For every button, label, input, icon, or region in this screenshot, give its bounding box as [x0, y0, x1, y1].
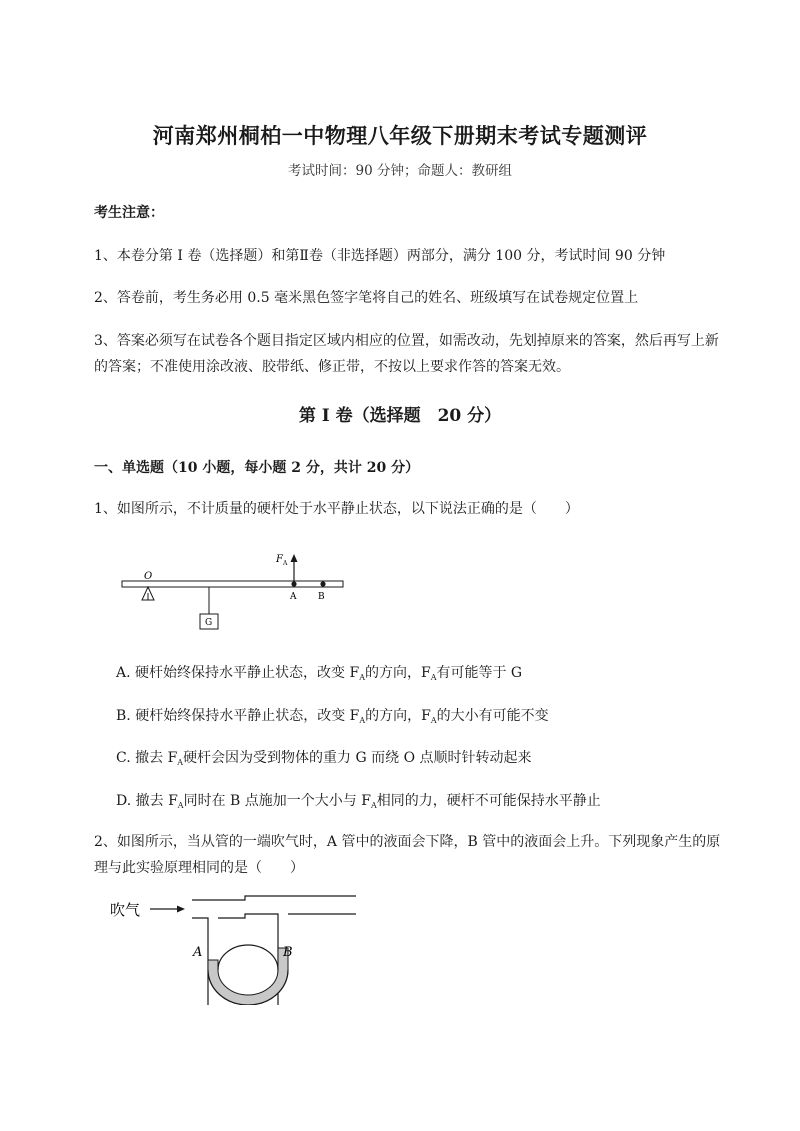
q2-stem-line2: 理与此实验原理相同的是（ ）	[94, 860, 304, 876]
q1-option-a[interactable]: A. 硬杆始终保持水平静止状态，改变 $F_A$的方向，$F_A$有可能等于 G	[116, 665, 523, 682]
section-heading: 一、单选题（10 小题，每小题 2 分，共计 20 分）	[94, 460, 420, 476]
label-tube-b: B	[283, 945, 293, 960]
label-fa: F	[276, 554, 283, 565]
label-g: G	[205, 618, 213, 628]
document-title: 河南郑州桐柏一中物理八年级下册期末考试专题测评	[152, 123, 648, 148]
q1-stem: 1、如图所示，不计质量的硬杆处于水平静止状态，以下说法正确的是（ ）	[94, 501, 579, 517]
label-tube-a: A	[193, 945, 203, 960]
label-blow: 吹气	[110, 901, 141, 919]
label-a: A	[290, 592, 297, 602]
notice-item-3-line2: 的答案；不准使用涂改液、胶带纸、修正带，不按以上要求作答的答案无效。	[94, 359, 570, 375]
notice-item-2: 2、答卷前，考生务必用 0.5 毫米黑色签字笔将自己的姓名、班级填写在试卷规定位置上	[94, 290, 639, 306]
label-fa-sub: A	[283, 560, 288, 567]
tube-top-wall	[192, 896, 356, 900]
point-a	[291, 581, 296, 586]
q1-option-d[interactable]: D. 撤去 $F_A$同时在 B 点施加一个大小与 $F_A$相同的力，硬杆不可能保持水平静止	[116, 793, 601, 810]
point-b	[320, 581, 325, 586]
notice-heading: 考生注意：	[94, 205, 164, 221]
label-o: O	[144, 571, 153, 582]
q2-stem-line1: 2、如图所示，当从管的一端吹气时，A 管中的液面会下降，B 管中的液面会上升。下列现象产生的原	[94, 834, 721, 850]
exam-meta: 考试时间：90 分钟；命题人：教研组	[288, 163, 512, 179]
q1-option-c[interactable]: C. 撤去 $F_A$硬杆会因为受到物体的重力 G 而绕 O 点顺时针转动起来	[116, 750, 532, 767]
notice-item-1: 1、本卷分第 I 卷（选择题）和第Ⅱ卷（非选择题）两部分，满分 100 分，考试时间 90 分钟	[94, 248, 666, 264]
label-b: B	[318, 592, 325, 602]
lever-figure	[110, 540, 360, 635]
u-tube-figure	[100, 890, 370, 1005]
notice-item-3-line1: 3、答案必须写在试卷各个题目指定区域内相应的位置，如需改动，先划掉原来的答案，然后再写上新	[94, 333, 719, 349]
section-title: 第 I 卷（选择题 20 分）	[298, 406, 502, 426]
lever-rod	[122, 581, 343, 587]
q1-option-b[interactable]: B. 硬杆始终保持水平静止状态，改变 $F_A$的方向，$F_A$的大小有可能不变	[116, 708, 549, 725]
